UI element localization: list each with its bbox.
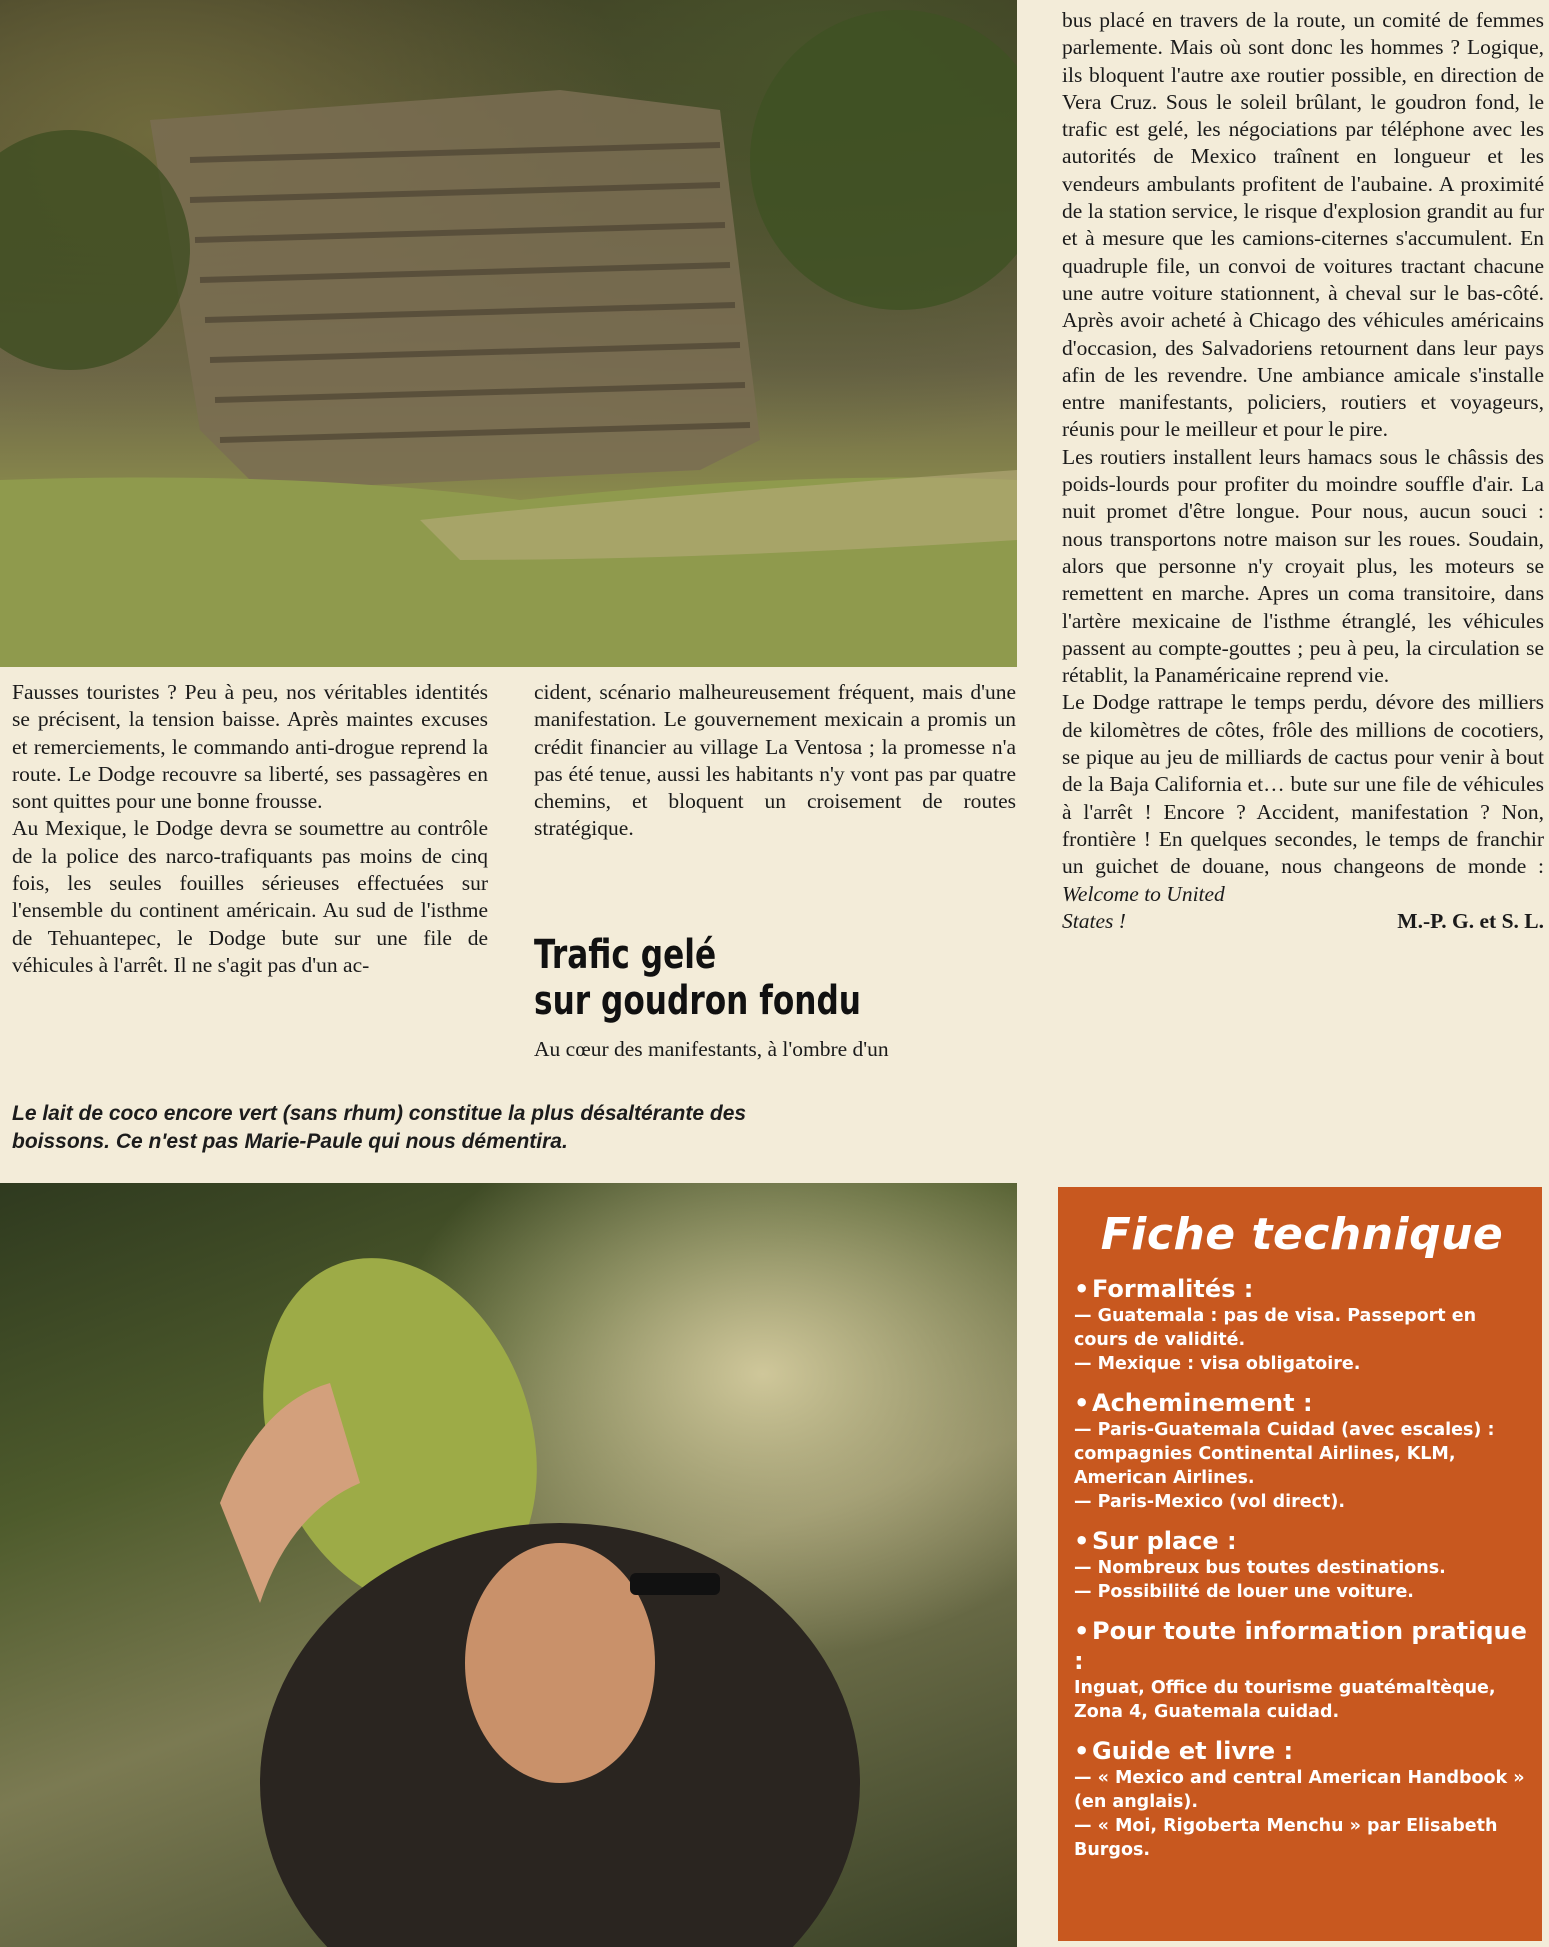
article-column-left (12, 679, 488, 979)
article-text: Le Dodge rattrape le temps perdu, dévore des milliers de kilomètres de côtes, frôle des millions de cocotiers, se pique au jeu de milliards de cactus pour venir à bout de la Baja California et… bute sur une file de véhicules à l'arrêt ! Encore ? Accident, manifestation ? Non, frontière ! En quelques secondes, le temps de franchir un guichet de douane, nous changeons de monde : (1062, 690, 1544, 879)
bullet-icon: • (1074, 1527, 1090, 1555)
article-paragraph: Au Mexique, le Dodge devra se soumettre au contrôle de la police des narco-trafiquants pas moins de cinq fois, les seules fouilles sérieuses effectuées sur l'ensemble du continent américain. Au sud de l'isthme de Tehuantepec, le Dodge bute sur une file de véhicules à l'arrêt. Il ne s'agit pas d'un ac- (12, 816, 488, 977)
bullet-icon: • (1074, 1737, 1090, 1765)
fiche-item: — Mexique : visa obligatoire. (1074, 1354, 1361, 1374)
italic-text: Welcome to United (1062, 881, 1225, 906)
ruins-photo (0, 0, 1017, 667)
coconut-photo (0, 1183, 1017, 1947)
fiche-item: Inguat, Office du tourisme guatémaltèque, Zona 4, Guatemala cuidad. (1074, 1678, 1496, 1722)
fiche-item: — Nombreux bus toutes destinations. (1074, 1558, 1446, 1578)
bullet-icon: • (1074, 1275, 1090, 1303)
article-paragraph: bus placé en travers de la route, un comité de femmes parlemente. Mais où sont donc les hommes ? Logique, ils bloquent l'autre axe routier possible, en direction de Vera Cruz. Sous le soleil brûlant, le goudron fond, le trafic est gelé, les négociations par téléphone avec les autorités de Mexico traînent en longueur et les vendeurs ambulants profitent de l'aubaine. A proximité de la station service, le risque d'explosion grandit au fur et à mesure que les camions-citernes s'accumulent. En quadruple file, un convoi de voitures tractant chacune une autre voiture stationnent, à cheval sur le bas-côté. Après avoir acheté à Chicago des véhicules américains d'occasion, des Salvadoriens retournent dans leur pays afin de les revendre. Une ambiance amicale s'installe entre manifestants, policiers, routiers et voyageurs, réunis pour le meilleur et pour le pire. (1062, 8, 1544, 442)
headline-line: Trafic gelé (534, 932, 717, 978)
fiche-item: — « Mexico and central American Handbook » (en anglais). (1074, 1768, 1525, 1812)
fiche-item: — Paris-Guatemala Cuidad (avec escales) : compagnies Continental Airlines, KLM, American Airlines. (1074, 1420, 1495, 1488)
section-title: Pour toute information pratique : (1074, 1617, 1527, 1675)
bullet-icon: • (1074, 1617, 1090, 1645)
fiche-section (1074, 1616, 1530, 1724)
article-paragraph: Fausses touristes ? Peu à peu, nos véritables identités se précisent, la tension baisse. Après maintes excuses et remerciements, le commando anti-drogue reprend la route. Le Dodge recouvre sa liberté, ses passagères en sont quittes pour une bonne frousse. (12, 680, 488, 814)
photo-caption (12, 1100, 1012, 1156)
fiche-item: — Possibilité de louer une voiture. (1074, 1582, 1414, 1602)
fiche-item: — « Moi, Rigoberta Menchu » par Elisabeth Burgos. (1074, 1816, 1498, 1860)
fiche-item: — Paris-Mexico (vol direct). (1074, 1492, 1346, 1512)
article-column-middle (534, 679, 1016, 843)
fiche-technique-box (1058, 1187, 1542, 1941)
bullet-icon: • (1074, 1389, 1090, 1417)
headline-line: sur goudron fondu (534, 978, 862, 1024)
fiche-title: Fiche technique (1100, 1209, 1504, 1260)
fiche-item: — Guatemala : pas de visa. Passeport en cours de validité. (1074, 1306, 1477, 1350)
caption-line: Le lait de coco encore vert (sans rhum) constitue la plus désaltérante des (12, 1102, 747, 1125)
section-title: Acheminement : (1092, 1389, 1313, 1417)
fiche-section (1074, 1526, 1530, 1604)
article-paragraph: Les routiers installent leurs hamacs sous le châssis des poids-lourds pour profiter du moindre souffle d'air. La nuit promet d'être longue. Pour nous, aucun souci : nous transportons notre maison sur les roues. Soudain, alors que personne n'y croyait plus, les moteurs se remettent en marche. Apres un coma transitoire, dans l'artère mexicaine de l'isthme étranglé, les véhicules passent au compte-gouttes ; peu à peu, la circulation se rétablit, la Panaméricaine reprend vie. (1062, 444, 1544, 688)
section-title: Formalités : (1092, 1275, 1254, 1303)
fiche-section (1074, 1388, 1530, 1514)
article-paragraph (1062, 689, 1544, 907)
fiche-section (1074, 1274, 1530, 1376)
signature-row (1062, 908, 1544, 935)
author-signature: M.-P. G. et S. L. (1397, 908, 1544, 933)
italic-text: States ! (1062, 908, 1126, 933)
article-column-right (1062, 7, 1544, 935)
article-paragraph: Au cœur des manifestants, à l'ombre d'un (534, 1037, 889, 1061)
section-title: Sur place : (1092, 1527, 1237, 1555)
caption-line: boissons. Ce n'est pas Marie-Paule qui nous démentira. (12, 1130, 568, 1153)
fiche-section (1074, 1736, 1530, 1862)
section-title: Guide et livre : (1092, 1737, 1294, 1765)
section-headline (534, 932, 908, 1024)
article-paragraph: cident, scénario malheureusement fréquent, mais d'une manifestation. Le gouvernement mexicain a promis un crédit financier au village La Ventosa ; la promesse n'a pas été tenue, aussi les habitants n'y vont pas par quatre chemins, et bloquent un croisement de routes stratégique. (534, 680, 1016, 841)
